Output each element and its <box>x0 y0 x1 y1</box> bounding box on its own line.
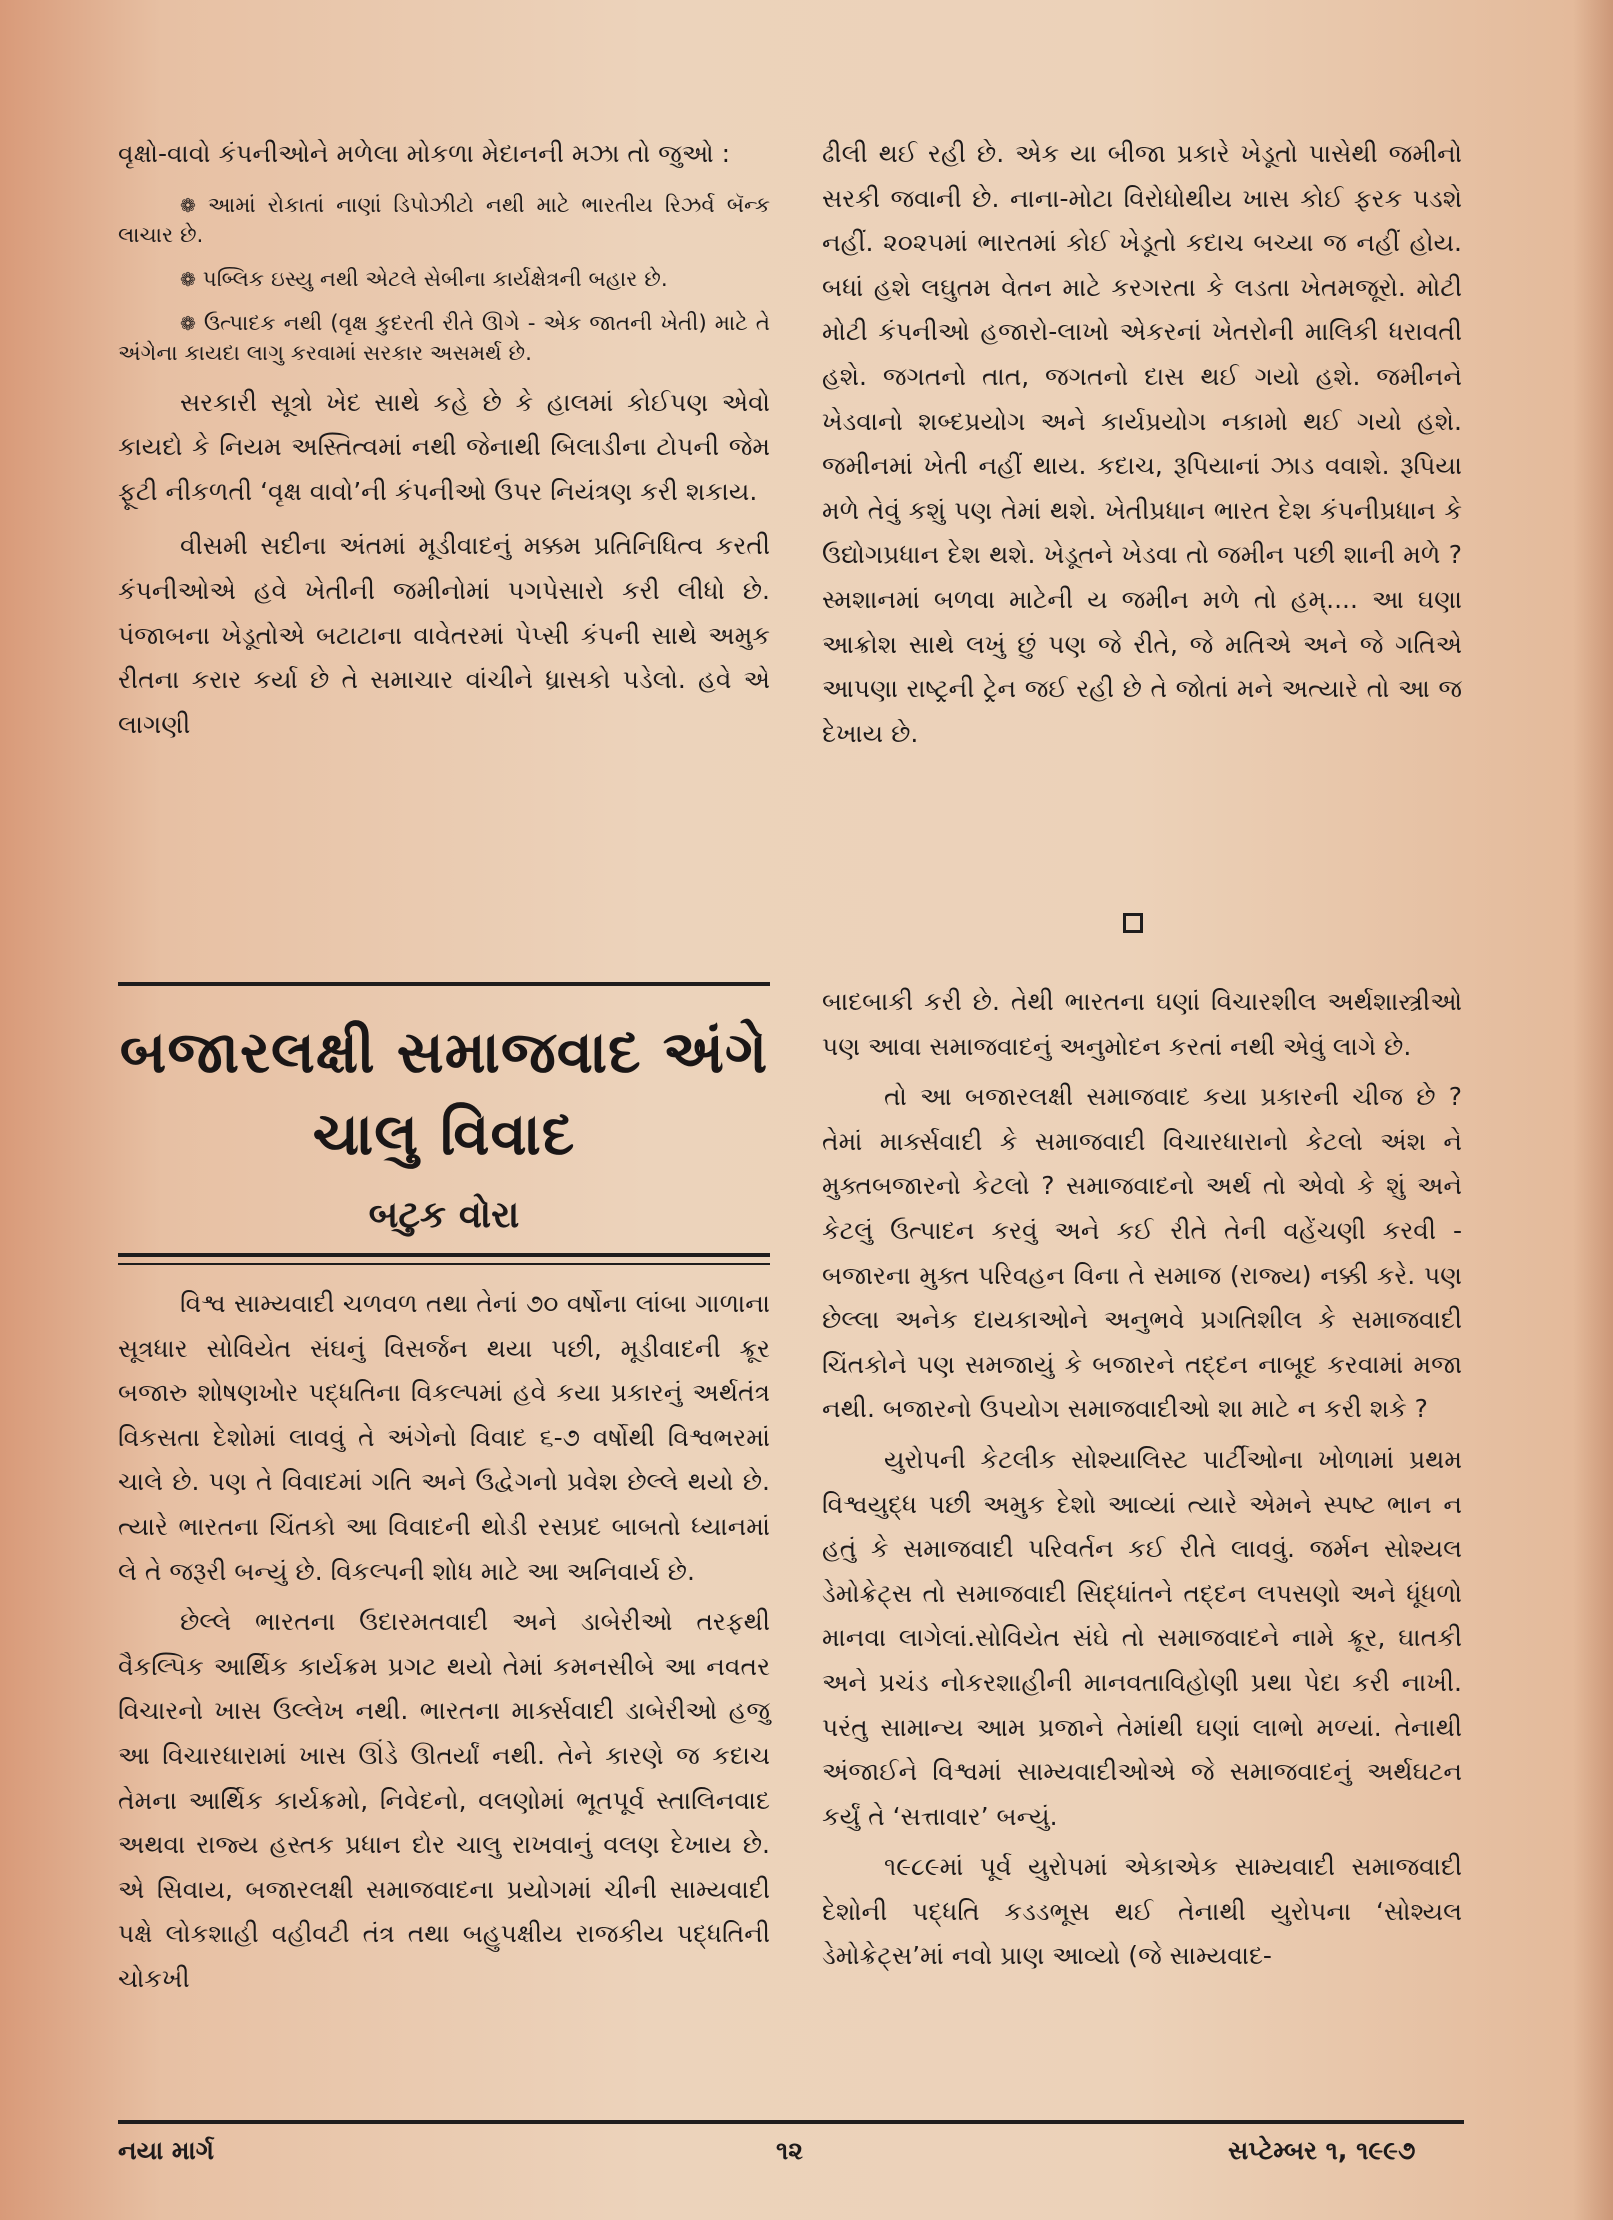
bullet-text: આમાં રોકાતાં નાણાં ડિપોઝીટો નથી માટે ભારતીય રિઝર્વ બૅન્ક લાચાર છે. <box>118 192 770 248</box>
paragraph: તો આ બજારલક્ષી સમાજવાદ કયા પ્રકારની ચીજ છે ? તેમાં માર્ક્સવાદી કે સમાજવાદી વિચારધારાનો કેટલો અંશ ને મુક્તબજારનો કેટલો ? સમાજવાદનો અર્થ તો એવો કે શું અને કેટલું ઉત્પાદન કરવું અને કઈ રીતે તેની વહેંચણી કરવી - બજારના મુક્ત પરિવહન વિના તે સમાજ (રાજ્ય) નક્કી કરે. પણ છેલ્લા અનેક દાયકાઓને અનુભવે પ્રગતિશીલ કે સમાજવાદી ચિંતકોને પણ સમજાયું કે બજારને તદ્દન નાબૂદ કરવામાં મજા નથી. બજારનો ઉપયોગ સમાજવાદીઓ શા માટે ન કરી શકે ? <box>822 1082 1462 1424</box>
paragraph: વિશ્વ સામ્યવાદી ચળવળ તથા તેનાં ૭૦ વર્ષોના લાંબા ગાળાના સૂત્રધાર સોવિયેત સંઘનું વિસર્જન થયા પછી, મૂડીવાદની ક્રૂર બજારુ શોષણખોર પદ્ધતિના વિકલ્પમાં હવે કયા પ્રકારનું અર્થતંત્ર વિકસતા દેશોમાં લાવવું તે અંગેનો વિવાદ ૬-૭ વર્ષોથી વિશ્વભરમાં ચાલે છે. પણ તે વિવાદમાં ગતિ અને ઉદ્વેગનો પ્રવેશ છેલ્લે થયો છે. ત્યારે ભારતના ચિંતકો આ વિવાદની થોડી રસપ્રદ બાબતો ધ્યાનમાં લે તે જરૂરી બન્યું છે. વિકલ્પની શોધ માટે આ અનિવાર્ય છે. <box>118 1289 770 1586</box>
flower-bullet-icon: ❁ <box>180 194 196 217</box>
bullet-text: ઉત્પાદક નથી (વૃક્ષ કુદરતી રીતે ઊગે - એક જાતની ખેતી) માટે તે અંગેના કાયદા લાગુ કરવામાં સરકાર અસમર્થ છે. <box>118 310 770 366</box>
article-author: બટુક વોરા <box>368 1193 520 1236</box>
bullet-text: પબ્લિક ઇસ્યુ નથી એટલે સેબીના કાર્યક્ષેત્રની બહાર છે. <box>202 266 668 292</box>
paragraph: સરકારી સૂત્રો ખેદ સાથે કહે છે કે હાલમાં કોઈપણ એવો કાયદો કે નિયમ અસ્તિત્વમાં નથી જેનાથી બિલાડીના ટોપની જેમ ફૂટી નીકળતી ‘વૃક્ષ વાવો’ની કંપનીઓ ઉપર નિયંત્રણ કરી શકાય. <box>118 387 770 506</box>
footer-rule <box>118 2120 1464 2124</box>
publication-name: નયા માર્ગ <box>118 2136 214 2165</box>
headline-bottom-rule <box>118 1253 770 1257</box>
flower-bullet-icon: ❁ <box>180 312 196 335</box>
paragraph: ઢીલી થઈ રહી છે. એક યા બીજા પ્રકારે ખેડૂતો પાસેથી જમીનો સરકી જવાની છે. નાના-મોટા વિરોધોથીય ખાસ કોઈ ફરક પડશે નહીં. ૨૦૨૫માં ભારતમાં કોઈ ખેડૂતો કદાચ બચ્યા જ નહીં હોય. બધાં હશે લઘુતમ વેતન માટે કરગરતા કે લડતા ખેતમજૂરો. મોટી મોટી કંપનીઓ હજારો-લાખો એકરનાં ખેતરોની માલિકી ધરાવતી હશે. જગતનો તાત, જગતનો દાસ થઈ ગયો હશે. જમીનને ખેડવાનો શબ્દપ્રયોગ અને કાર્યપ્રયોગ નકામો થઈ ગયો હશે. જમીનમાં ખેતી નહીં થાય. કદાચ, રૂપિયાનાં ઝાડ વવાશે. રૂપિયા મળે તેવું કશું પણ તેમાં થશે. ખેતીપ્રધાન ભારત દેશ કંપનીપ્રધાન કે ઉદ્યોગપ્રધાન દેશ થશે. ખેડૂતને ખેડવા તો જમીન પછી શાની મળે ? સ્મશાનમાં બળવા માટેની ય જમીન મળે તો હમ્.... આ ઘણા આક્રોશ સાથે લખું છું પણ જે રીતે, જે મતિએ અને જે ગતિએ આપણા રાષ્ટ્રની ટ્રેન જઈ રહી છે તે જોતાં મને અત્યારે તો આ જ દેખાય છે. <box>822 139 1462 748</box>
bullet-item <box>118 191 770 251</box>
previous-article-right <box>822 132 1462 756</box>
paragraph: યુરોપની કેટલીક સોશ્યાલિસ્ટ પાર્ટીઓના ખોળામાં પ્રથમ વિશ્વયુદ્ધ પછી અમુક દેશો આવ્યાં ત્યારે એમને સ્પષ્ટ ભાન ન હતું કે સમાજવાદી પરિવર્તન કઈ રીતે લાવવું. જર્મન સોશ્યલ ડેમોક્રેટ્સ તો સમાજવાદી સિદ્ધાંતને તદ્દન લપસણો અને ધૂંધળો માનવા લાગેલાં.સોવિયેત સંઘે તો સમાજવાદને નામે ક્રૂર, ઘાતકી અને પ્રચંડ નોકરશાહીની માનવતાવિહોણી પ્રથા પેદા કરી નાખી. પરંતુ સામાન્ય આમ પ્રજાને તેમાંથી ઘણાં લાભો મળ્યાં. તેનાથી અંજાઈને વિશ્વમાં સામ્યવાદીઓએ જે સમાજવાદનું અર્થઘટન કર્યું તે ‘સત્તાવાર’ બન્યું. <box>822 1444 1462 1831</box>
bullet-item <box>118 265 770 295</box>
intro-paragraph: વૃક્ષો-વાવો કંપનીઓને મળેલા મોકળા મેદાનની મઝા તો જુઓ : <box>118 139 730 168</box>
article-body-right <box>822 980 1462 1979</box>
issue-date: સપ્ટેમ્બર ૧, ૧૯૯૭ <box>1228 2136 1416 2165</box>
article-title-line-1: બજારલક્ષી સમાજવાદ અંગે <box>119 1018 769 1086</box>
previous-article-left <box>118 132 770 747</box>
paragraph: છેલ્લે ભારતના ઉદારમતવાદી અને ડાબેરીઓ તરફથી વૈકલ્પિક આર્થિક કાર્યક્રમ પ્રગટ થયો તેમાં કમનસીબે આ નવતર વિચારનો ખાસ ઉલ્લેખ નથી. ભારતના માર્ક્સવાદી ડાબેરીઓ હજુ આ વિચારધારામાં ખાસ ઊંડે ઊતર્યાં નથી. તેને કારણે જ કદાચ તેમના આર્થિક કાર્યક્રમો, નિવેદનો, વલણોમાં ભૂતપૂર્વ સ્તાલિનવાદ અથવા રાજ્ય હસ્તક પ્રધાન દોર ચાલુ રાખવાનું વલણ દેખાય છે. એ સિવાય, બજારલક્ષી સમાજવાદના પ્રયોગમાં ચીની સામ્યવાદી પક્ષે લોકશાહી વહીવટી તંત્ર તથા બહુપક્ષીય રાજકીય પદ્ધતિની ચોકખી <box>118 1607 770 1993</box>
article-title-line-2: ચાલુ વિવાદ <box>312 1100 576 1168</box>
paper-edge-shading <box>1573 0 1613 2220</box>
headline-top-rule <box>118 982 770 986</box>
end-of-article-square-icon <box>1123 913 1143 933</box>
paragraph: બાદબાકી કરી છે. તેથી ભારતના ઘણાં વિચારશીલ અર્થશાસ્ત્રીઓ પણ આવા સમાજવાદનું અનુમોદન કરતાં નથી એવું લાગે છે. <box>822 987 1462 1061</box>
page-number: ૧૨ <box>776 2136 803 2165</box>
article-body-left <box>118 1282 770 2002</box>
headline-bottom-rule-thin <box>118 1263 770 1265</box>
paragraph: ૧૯૮૯માં પૂર્વ યુરોપમાં એકાએક સામ્યવાદી સમાજવાદી દેશોની પદ્ધતિ કડડભૂસ થઈ તેનાથી યુરોપના ‘સોશ્યલ ડેમોક્રેટ્સ’માં નવો પ્રાણ આવ્યો (જે સામ્યવાદ- <box>822 1852 1462 1971</box>
flower-bullet-icon: ❁ <box>180 268 196 291</box>
paragraph: વીસમી સદીના અંતમાં મૂડીવાદનું મક્કમ પ્રતિનિધિત્વ કરતી કંપનીઓએ હવે ખેતીની જમીનોમાં પગપેસારો કરી લીધો છે. પંજાબના ખેડૂતોએ બટાટાના વાવેતરમાં પેપ્સી કંપની સાથે અમુક રીતના કરાર કર્યા છે તે સમાચાર વાંચીને ધ્રાસકો પડેલો. હવે એ લાગણી <box>118 531 770 739</box>
bullet-item <box>118 309 770 369</box>
